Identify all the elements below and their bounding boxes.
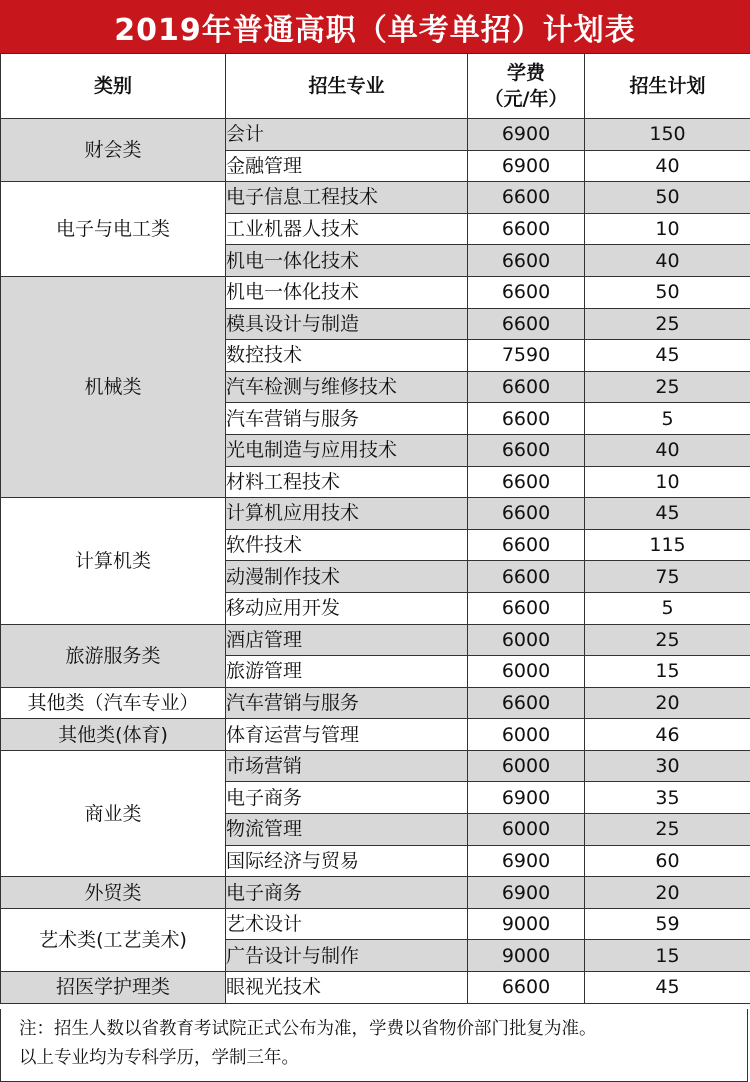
plan-cell: 50 [585, 182, 750, 214]
table-row [1, 908, 750, 940]
major-cell: 金融管理 [226, 150, 468, 182]
fee-cell: 6600 [468, 308, 585, 340]
fee-cell: 6600 [468, 529, 585, 561]
plan-cell: 10 [585, 213, 750, 245]
header-category: 类别 [1, 54, 226, 119]
category-cell: 艺术类(工艺美术) [1, 908, 226, 971]
table-row [1, 182, 750, 214]
fee-cell: 6900 [468, 782, 585, 814]
plan-cell: 40 [585, 434, 750, 466]
plan-cell: 35 [585, 782, 750, 814]
plan-cell: 40 [585, 245, 750, 277]
major-cell: 电子信息工程技术 [226, 182, 468, 214]
fee-cell: 6900 [468, 877, 585, 909]
plan-cell: 45 [585, 340, 750, 372]
fee-cell: 6900 [468, 119, 585, 151]
fee-cell: 6600 [468, 371, 585, 403]
header-plan: 招生计划 [585, 54, 750, 119]
fee-cell: 6000 [468, 656, 585, 688]
major-cell: 艺术设计 [226, 908, 468, 940]
fee-cell: 6900 [468, 150, 585, 182]
major-cell: 移动应用开发 [226, 592, 468, 624]
footnote-line-2: 以上专业均为专科学历，学制三年。 [19, 1048, 299, 1068]
category-cell: 其他类（汽车专业） [1, 687, 226, 719]
category-cell: 外贸类 [1, 877, 226, 909]
plan-cell: 5 [585, 403, 750, 435]
table-row [1, 498, 750, 530]
table-row [1, 972, 750, 1004]
major-cell: 旅游管理 [226, 656, 468, 688]
plan-cell: 115 [585, 529, 750, 561]
header-fee-line1: 学费 [506, 62, 545, 84]
major-cell: 国际经济与贸易 [226, 845, 468, 877]
major-cell: 动漫制作技术 [226, 561, 468, 593]
category-cell: 商业类 [1, 750, 226, 876]
plan-cell: 50 [585, 276, 750, 308]
footnote [0, 1009, 748, 1082]
footnote-line-1: 注：招生人数以省教育考试院正式公布为准，学费以省物价部门批复为准。 [19, 1019, 597, 1039]
major-cell: 汽车营销与服务 [226, 687, 468, 719]
fee-cell: 6600 [468, 972, 585, 1004]
major-cell: 物流管理 [226, 814, 468, 846]
table-row [1, 877, 750, 909]
table-row [1, 119, 750, 151]
table-row [1, 750, 750, 782]
plan-cell: 25 [585, 371, 750, 403]
major-cell: 数控技术 [226, 340, 468, 372]
fee-cell: 6000 [468, 750, 585, 782]
plan-cell: 150 [585, 119, 750, 151]
fee-cell: 6600 [468, 498, 585, 530]
major-cell: 广告设计与制作 [226, 940, 468, 972]
plan-cell: 25 [585, 814, 750, 846]
plan-cell: 46 [585, 719, 750, 751]
fee-cell: 9000 [468, 908, 585, 940]
fee-cell: 6000 [468, 814, 585, 846]
plan-cell: 25 [585, 624, 750, 656]
fee-cell: 6600 [468, 182, 585, 214]
fee-cell: 6600 [468, 592, 585, 624]
table-row [1, 276, 750, 308]
fee-cell: 6600 [468, 245, 585, 277]
table-row [1, 719, 750, 751]
major-cell: 会计 [226, 119, 468, 151]
table-row [1, 687, 750, 719]
fee-cell: 9000 [468, 940, 585, 972]
plan-cell: 15 [585, 940, 750, 972]
major-cell: 软件技术 [226, 529, 468, 561]
major-cell: 模具设计与制造 [226, 308, 468, 340]
major-cell: 眼视光技术 [226, 972, 468, 1004]
major-cell: 汽车检测与维修技术 [226, 371, 468, 403]
major-cell: 汽车营销与服务 [226, 403, 468, 435]
category-cell: 招医学护理类 [1, 972, 226, 1004]
fee-cell: 6600 [468, 687, 585, 719]
category-cell: 其他类(体育) [1, 719, 226, 751]
header-fee-line2: （元/年） [484, 88, 568, 110]
category-cell: 电子与电工类 [1, 182, 226, 277]
category-cell: 财会类 [1, 119, 226, 182]
major-cell: 机电一体化技术 [226, 276, 468, 308]
major-cell: 材料工程技术 [226, 466, 468, 498]
major-cell: 电子商务 [226, 782, 468, 814]
plan-cell: 75 [585, 561, 750, 593]
category-cell: 机械类 [1, 276, 226, 497]
plan-cell: 60 [585, 845, 750, 877]
header-fee [468, 54, 585, 119]
category-cell: 计算机类 [1, 498, 226, 624]
major-cell: 体育运营与管理 [226, 719, 468, 751]
fee-cell: 6600 [468, 561, 585, 593]
fee-cell: 6000 [468, 624, 585, 656]
fee-cell: 6600 [468, 434, 585, 466]
fee-cell: 6600 [468, 276, 585, 308]
major-cell: 计算机应用技术 [226, 498, 468, 530]
page-title: 2019年普通高职（单考单招）计划表 [0, 0, 750, 53]
enrollment-plan-table [0, 53, 750, 1004]
fee-cell: 6600 [468, 213, 585, 245]
major-cell: 电子商务 [226, 877, 468, 909]
fee-cell: 6000 [468, 719, 585, 751]
plan-cell: 40 [585, 150, 750, 182]
plan-cell: 30 [585, 750, 750, 782]
major-cell: 酒店管理 [226, 624, 468, 656]
table-header-row [1, 54, 750, 119]
plan-cell: 10 [585, 466, 750, 498]
plan-cell: 25 [585, 308, 750, 340]
plan-cell: 15 [585, 656, 750, 688]
plan-cell: 20 [585, 877, 750, 909]
table-row [1, 624, 750, 656]
major-cell: 光电制造与应用技术 [226, 434, 468, 466]
fee-cell: 6600 [468, 403, 585, 435]
plan-cell: 59 [585, 908, 750, 940]
plan-cell: 45 [585, 972, 750, 1004]
plan-cell: 20 [585, 687, 750, 719]
fee-cell: 7590 [468, 340, 585, 372]
fee-cell: 6900 [468, 845, 585, 877]
table-body [1, 119, 750, 1004]
plan-cell: 45 [585, 498, 750, 530]
major-cell: 机电一体化技术 [226, 245, 468, 277]
header-major: 招生专业 [226, 54, 468, 119]
category-cell: 旅游服务类 [1, 624, 226, 687]
plan-cell: 5 [585, 592, 750, 624]
major-cell: 工业机器人技术 [226, 213, 468, 245]
fee-cell: 6600 [468, 466, 585, 498]
major-cell: 市场营销 [226, 750, 468, 782]
